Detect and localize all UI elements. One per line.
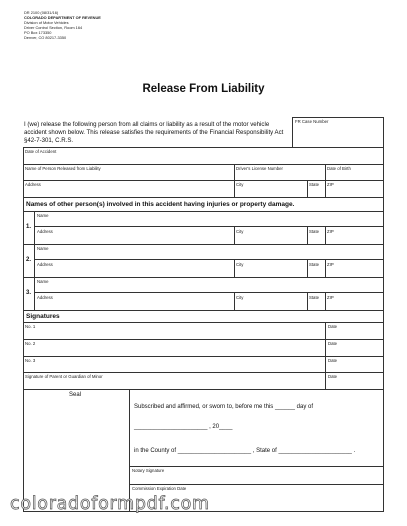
signature-2-date-label: Date — [328, 341, 338, 346]
other-name-field[interactable] — [35, 245, 383, 258]
signature-1-date-field[interactable] — [326, 323, 383, 338]
person-number: 2. — [26, 257, 32, 263]
zip-label: ZIP — [327, 182, 334, 187]
other-address-label: Address — [37, 295, 53, 300]
other-address-field[interactable] — [35, 293, 233, 309]
other-city-label: City — [236, 295, 244, 300]
date-of-birth-field[interactable] — [326, 165, 383, 179]
other-state-field[interactable] — [308, 227, 324, 243]
department-name: COLORADO DEPARTMENT OF REVENUE — [24, 15, 101, 20]
form-number: DR 2100 (08/31/16) — [24, 10, 59, 15]
date-of-accident-field[interactable] — [24, 148, 383, 163]
city-zip: Denver, CO 80217-3350 — [24, 35, 67, 40]
other-state-field[interactable] — [308, 260, 324, 276]
other-city-label: City — [236, 229, 244, 234]
division-name: Division of Motor Vehicles — [24, 20, 69, 25]
other-name-field[interactable] — [35, 278, 383, 291]
other-name-label: Name — [37, 246, 49, 251]
license-number-field[interactable] — [235, 165, 324, 179]
other-address-field[interactable] — [35, 227, 233, 243]
signature-2-label: No. 2 — [25, 341, 36, 346]
person-number: 3. — [26, 290, 32, 296]
other-zip-field[interactable] — [326, 227, 383, 243]
other-city-field[interactable] — [235, 227, 306, 243]
commission-expiration-label: Commission Expiration Date — [132, 486, 187, 491]
seal-label: Seal — [69, 392, 82, 398]
guardian-date-field[interactable] — [326, 373, 383, 388]
zip-field[interactable] — [326, 181, 383, 196]
date-of-accident-label: Date of Accident — [25, 149, 57, 154]
notary-signature-field[interactable] — [130, 467, 383, 483]
other-city-field[interactable] — [235, 293, 306, 309]
po-box: PO Box 173350 — [24, 30, 52, 35]
others-heading: Names of other person(s) involved in this accident having injuries or property damage. — [26, 201, 295, 208]
other-state-label: State — [309, 262, 320, 267]
notary-date-line: ______________________ , 20____ — [134, 424, 233, 430]
other-zip-label: ZIP — [327, 229, 334, 234]
signature-1-label: No. 1 — [25, 324, 36, 329]
other-address-label: Address — [37, 229, 53, 234]
signatures-heading: Signatures — [26, 313, 60, 320]
state-field[interactable] — [308, 181, 324, 196]
other-state-label: State — [309, 229, 320, 234]
city-field[interactable] — [235, 181, 306, 196]
person-released-field[interactable] — [24, 165, 233, 179]
other-zip-label: ZIP — [327, 262, 334, 267]
agency-header — [24, 10, 101, 40]
signature-1-field[interactable] — [24, 323, 324, 338]
person-released-label: Name of Person Released from Liability — [25, 166, 101, 171]
other-name-field[interactable] — [35, 212, 383, 225]
signature-3-date-label: Date — [328, 358, 338, 363]
other-zip-field[interactable] — [326, 293, 383, 309]
signature-2-field[interactable] — [24, 340, 324, 355]
address-field[interactable] — [24, 181, 233, 196]
other-name-label: Name — [37, 279, 49, 284]
other-name-label: Name — [37, 213, 49, 218]
person-number: 1. — [26, 224, 32, 230]
date-of-birth-label: Date of Birth — [327, 166, 351, 171]
notary-sworn-line: Subscribed and affirmed, or sworn to, before me this ______ day of — [134, 404, 313, 410]
other-city-field[interactable] — [235, 260, 306, 276]
guardian-date-label: Date — [328, 374, 338, 379]
state-label: State — [309, 182, 320, 187]
city-label: City — [236, 182, 244, 187]
signature-2-date-field[interactable] — [326, 340, 383, 355]
form-title: Release From Liability — [142, 83, 265, 95]
site-watermark: coloradoformpdf.com — [10, 494, 210, 514]
divider — [23, 389, 384, 390]
signature-3-field[interactable] — [24, 357, 324, 372]
license-number-label: Driver's License Number — [236, 166, 283, 171]
fr-case-number-label: FR Case Number — [295, 119, 329, 124]
section-name: Driver Control Section, Room 164 — [24, 25, 83, 30]
guardian-signature-label: Signature of Parent or Guardian of Minor — [25, 374, 103, 379]
notary-signature-label: Notary Signature — [132, 468, 165, 473]
other-address-label: Address — [37, 262, 53, 267]
signature-1-date-label: Date — [328, 324, 338, 329]
other-state-field[interactable] — [308, 293, 324, 309]
other-zip-label: ZIP — [327, 295, 334, 300]
other-address-field[interactable] — [35, 260, 233, 276]
divider — [23, 310, 384, 311]
intro-text: I (we) release the following person from all claims or liability as a result of the motor vehicle accident shown below. This release satisfies the requirements of the Financial Responsibility Act §42-7-301, C.R.S. — [24, 121, 284, 144]
address-label: Address — [25, 182, 41, 187]
notary-county-state-line: in the County of ______________________ , State of ______________________ . — [134, 448, 356, 454]
signature-3-label: No. 3 — [25, 358, 36, 363]
other-city-label: City — [236, 262, 244, 267]
other-zip-field[interactable] — [326, 260, 383, 276]
divider — [23, 197, 384, 198]
other-state-label: State — [309, 295, 320, 300]
fr-case-number-field[interactable] — [292, 117, 384, 148]
guardian-signature-field[interactable] — [24, 373, 324, 388]
signature-3-date-field[interactable] — [326, 357, 383, 372]
